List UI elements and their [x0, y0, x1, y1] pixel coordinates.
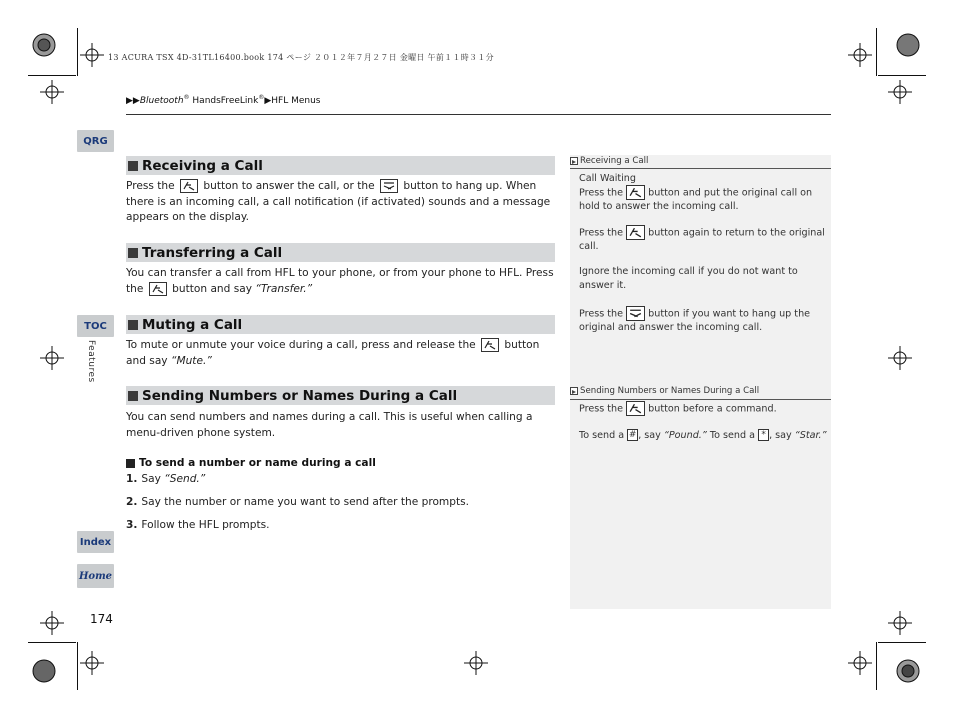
cross-reference-icon [570, 387, 578, 395]
hang-up-icon [380, 179, 398, 193]
breadcrumb-arrows-icon: ▶▶ [126, 96, 140, 106]
hash-key-icon: # [628, 430, 637, 440]
note-receiving-header[interactable]: Receiving a Call [570, 156, 648, 166]
index-button[interactable]: Index [77, 531, 114, 553]
notes-panel [570, 155, 831, 609]
section-title: Receiving a Call [142, 157, 263, 174]
note-rule [570, 168, 831, 169]
note-sending-header[interactable]: Sending Numbers or Names During a Call [570, 386, 759, 396]
step-2: 2. Say the number or name you want to send after the prompts. [126, 496, 470, 508]
section-title: Muting a Call [142, 316, 243, 333]
note-call-waiting-title: Call Waiting [579, 173, 636, 184]
note-call-waiting-p1: Press the button and put the original call on hold to answer the incoming call. [579, 185, 827, 214]
header-rule [126, 114, 831, 115]
bullet-square-icon [128, 320, 138, 330]
pick-up-icon [481, 338, 499, 352]
bullet-square-icon [128, 391, 138, 401]
receiving-body: Press the button to answer the call, or the button to hang up. When there is an incoming call, a call notification (if activated) sounds and a message appears on the display. [126, 180, 551, 223]
bullet-square-icon [128, 161, 138, 171]
pick-up-icon [180, 179, 198, 193]
star-key-icon: * [758, 429, 769, 441]
breadcrumb-bluetooth[interactable]: Bluetooth [139, 96, 184, 106]
section-sending-header [126, 386, 555, 405]
step-3: 3. Follow the HFL prompts. [126, 519, 270, 531]
note-rule [570, 399, 831, 400]
breadcrumb-arrow-icon: ▶ [264, 96, 272, 106]
note-sending-p1: Press the button before a command. [579, 401, 827, 416]
sending-subheading: To send a number or name during a call [126, 457, 376, 469]
bullet-square-icon [126, 459, 135, 468]
toc-button[interactable]: TOC [77, 315, 114, 337]
section-title: Sending Numbers or Names During a Call [142, 387, 458, 404]
pick-up-icon [626, 225, 645, 240]
cross-reference-icon [570, 157, 578, 165]
step-1: 1. Say “Send.” [126, 473, 206, 485]
home-button[interactable] [77, 564, 114, 588]
breadcrumb-handsfreelink[interactable]: HandsFreeLink [189, 96, 259, 106]
home-label: Home [78, 570, 113, 582]
section-transferring-header [126, 243, 555, 262]
section-muting-header [126, 315, 555, 334]
note-call-waiting-p2: Press the button again to return to the original call. [579, 225, 827, 254]
pick-up-icon [149, 282, 167, 296]
note-call-waiting-p3: Ignore the incoming call if you do not want to answer it. [579, 266, 798, 291]
hang-up-icon [626, 306, 645, 321]
section-title: Transferring a Call [142, 244, 283, 261]
section-receiving-header [126, 156, 555, 175]
note-sending-p2: To send a # , say “Pound.” To send a * , say “Star.” [579, 430, 827, 441]
note-call-waiting-p4: Press the button if you want to hang up the original and answer the incoming call. [579, 306, 827, 335]
qrg-button[interactable]: QRG [77, 130, 114, 152]
bullet-square-icon [128, 248, 138, 258]
breadcrumb-hfl-menus[interactable]: HFL Menus [271, 96, 321, 106]
muting-body: To mute or unmute your voice during a call, press and release the button and say “Mute.” [126, 339, 540, 367]
section-label: Features [86, 340, 96, 383]
transferring-body: You can transfer a call from HFL to your phone, or from your phone to HFL. Press the button and say “Transfer.” [126, 267, 554, 295]
sending-body: You can send numbers and names during a call. This is useful when calling a menu-driven phone system. [126, 411, 533, 439]
pick-up-icon [626, 401, 645, 416]
pick-up-icon [626, 185, 645, 200]
breadcrumb [126, 94, 320, 106]
print-info-line: 13 ACURA TSX 4D-31TL16400.book 174 ページ ２０１２年７月２７日 金曜日 午前１１時３１分 [108, 53, 494, 62]
registered-mark: ® [258, 94, 265, 101]
registered-mark: ® [183, 94, 190, 101]
page-number: 174 [90, 612, 113, 626]
